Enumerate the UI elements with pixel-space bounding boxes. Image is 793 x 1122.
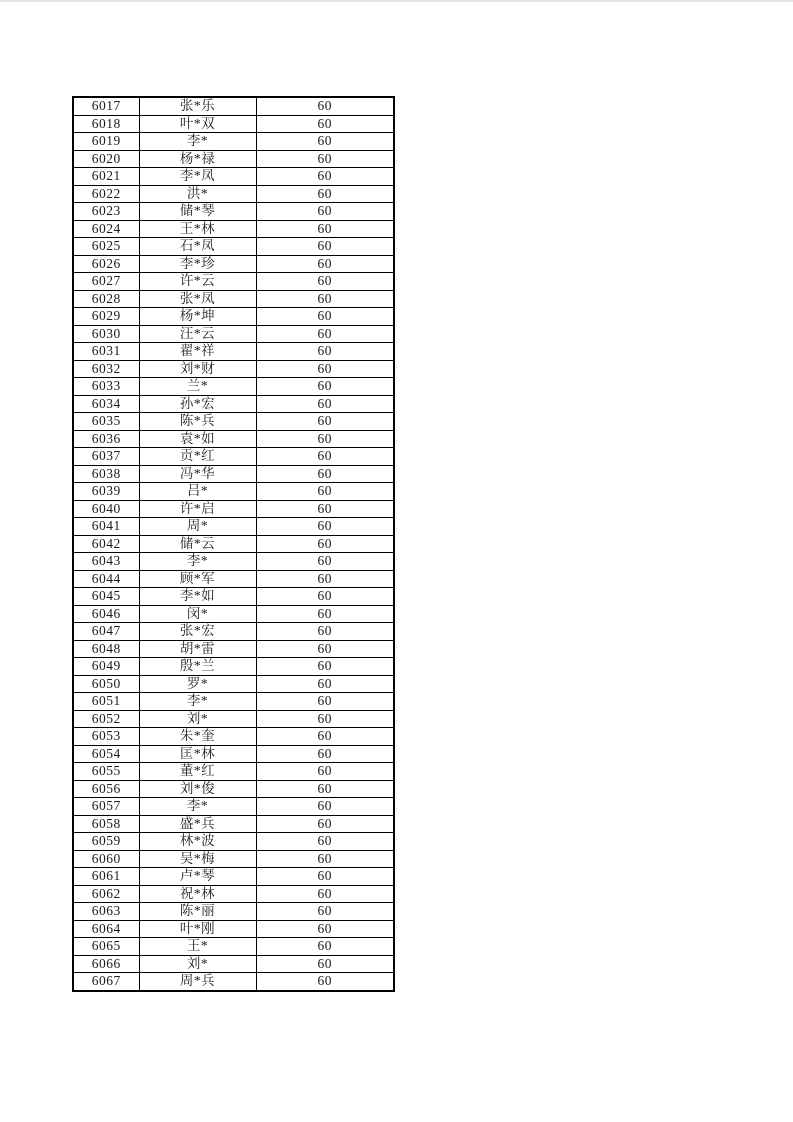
row-name-cell: 闵*: [139, 605, 256, 623]
row-score-cell: 60: [256, 920, 394, 938]
row-score-cell: 60: [256, 763, 394, 781]
row-name-cell: 王*: [139, 938, 256, 956]
row-id-cell: 6055: [73, 763, 139, 781]
table-row: [73, 133, 394, 151]
row-id-cell: 6066: [73, 955, 139, 973]
row-name-cell: 周*兵: [139, 973, 256, 991]
row-id-cell: 6032: [73, 360, 139, 378]
table-row: [73, 745, 394, 763]
table-row: [73, 518, 394, 536]
row-score-cell: 60: [256, 220, 394, 238]
row-id-cell: 6061: [73, 868, 139, 886]
row-id-cell: 6041: [73, 518, 139, 536]
score-table-body: [73, 97, 394, 991]
row-score-cell: 60: [256, 483, 394, 501]
row-score-cell: 60: [256, 798, 394, 816]
table-row: [73, 815, 394, 833]
row-score-cell: 60: [256, 185, 394, 203]
row-score-cell: 60: [256, 115, 394, 133]
row-id-cell: 6054: [73, 745, 139, 763]
row-id-cell: 6049: [73, 658, 139, 676]
row-score-cell: 60: [256, 255, 394, 273]
row-id-cell: 6052: [73, 710, 139, 728]
row-score-cell: 60: [256, 815, 394, 833]
row-id-cell: 6037: [73, 448, 139, 466]
table-row: [73, 868, 394, 886]
row-id-cell: 6064: [73, 920, 139, 938]
row-name-cell: 张*乐: [139, 97, 256, 115]
row-name-cell: 刘*: [139, 710, 256, 728]
table-row: [73, 483, 394, 501]
row-name-cell: 陈*丽: [139, 903, 256, 921]
table-row: [73, 413, 394, 431]
table-row: [73, 238, 394, 256]
table-row: [73, 97, 394, 115]
row-score-cell: 60: [256, 518, 394, 536]
table-row: [73, 710, 394, 728]
table-row: [73, 553, 394, 571]
row-id-cell: 6067: [73, 973, 139, 991]
row-score-cell: 60: [256, 150, 394, 168]
row-score-cell: 60: [256, 395, 394, 413]
table-row: [73, 938, 394, 956]
row-score-cell: 60: [256, 973, 394, 991]
row-id-cell: 6042: [73, 535, 139, 553]
row-id-cell: 6053: [73, 728, 139, 746]
row-score-cell: 60: [256, 938, 394, 956]
row-score-cell: 60: [256, 360, 394, 378]
row-id-cell: 6020: [73, 150, 139, 168]
row-name-cell: 张*凤: [139, 290, 256, 308]
row-score-cell: 60: [256, 605, 394, 623]
row-name-cell: 卢*琴: [139, 868, 256, 886]
row-name-cell: 罗*: [139, 675, 256, 693]
row-name-cell: 石*凤: [139, 238, 256, 256]
row-score-cell: 60: [256, 168, 394, 186]
table-row: [73, 290, 394, 308]
row-name-cell: 李*凤: [139, 168, 256, 186]
row-name-cell: 储*云: [139, 535, 256, 553]
row-name-cell: 许*启: [139, 500, 256, 518]
row-score-cell: 60: [256, 430, 394, 448]
row-id-cell: 6051: [73, 693, 139, 711]
row-score-cell: 60: [256, 868, 394, 886]
row-name-cell: 周*: [139, 518, 256, 536]
row-id-cell: 6065: [73, 938, 139, 956]
row-score-cell: 60: [256, 710, 394, 728]
row-id-cell: 6063: [73, 903, 139, 921]
row-id-cell: 6017: [73, 97, 139, 115]
row-score-cell: 60: [256, 413, 394, 431]
row-id-cell: 6035: [73, 413, 139, 431]
row-id-cell: 6018: [73, 115, 139, 133]
row-name-cell: 杨*坤: [139, 308, 256, 326]
row-id-cell: 6029: [73, 308, 139, 326]
row-name-cell: 李*: [139, 798, 256, 816]
row-score-cell: 60: [256, 623, 394, 641]
table-row: [73, 973, 394, 991]
row-score-cell: 60: [256, 308, 394, 326]
table-row: [73, 885, 394, 903]
page-top-edge: [0, 0, 793, 2]
row-id-cell: 6043: [73, 553, 139, 571]
row-name-cell: 盛*兵: [139, 815, 256, 833]
row-score-cell: 60: [256, 343, 394, 361]
row-score-cell: 60: [256, 500, 394, 518]
row-score-cell: 60: [256, 745, 394, 763]
row-name-cell: 许*云: [139, 273, 256, 291]
row-score-cell: 60: [256, 290, 394, 308]
table-row: [73, 798, 394, 816]
row-id-cell: 6050: [73, 675, 139, 693]
row-name-cell: 董*红: [139, 763, 256, 781]
row-name-cell: 贡*红: [139, 448, 256, 466]
table-row: [73, 273, 394, 291]
table-row: [73, 570, 394, 588]
row-id-cell: 6019: [73, 133, 139, 151]
row-id-cell: 6026: [73, 255, 139, 273]
row-score-cell: 60: [256, 535, 394, 553]
row-name-cell: 叶*刚: [139, 920, 256, 938]
table-row: [73, 150, 394, 168]
row-name-cell: 陈*兵: [139, 413, 256, 431]
row-id-cell: 6045: [73, 588, 139, 606]
table-row: [73, 658, 394, 676]
row-id-cell: 6036: [73, 430, 139, 448]
row-id-cell: 6027: [73, 273, 139, 291]
table-row: [73, 203, 394, 221]
table-row: [73, 325, 394, 343]
row-name-cell: 匡*林: [139, 745, 256, 763]
row-score-cell: 60: [256, 850, 394, 868]
row-name-cell: 孙*宏: [139, 395, 256, 413]
row-id-cell: 6038: [73, 465, 139, 483]
row-id-cell: 6062: [73, 885, 139, 903]
row-id-cell: 6044: [73, 570, 139, 588]
row-id-cell: 6030: [73, 325, 139, 343]
row-name-cell: 李*珍: [139, 255, 256, 273]
row-score-cell: 60: [256, 640, 394, 658]
row-name-cell: 叶*双: [139, 115, 256, 133]
row-score-cell: 60: [256, 238, 394, 256]
row-score-cell: 60: [256, 325, 394, 343]
table-row: [73, 920, 394, 938]
row-name-cell: 袁*如: [139, 430, 256, 448]
table-row: [73, 675, 394, 693]
row-id-cell: 6056: [73, 780, 139, 798]
table-row: [73, 220, 394, 238]
row-name-cell: 冯*华: [139, 465, 256, 483]
row-id-cell: 6021: [73, 168, 139, 186]
row-name-cell: 林*波: [139, 833, 256, 851]
table-row: [73, 833, 394, 851]
row-score-cell: 60: [256, 273, 394, 291]
row-name-cell: 李*如: [139, 588, 256, 606]
row-name-cell: 刘*: [139, 955, 256, 973]
row-name-cell: 李*: [139, 693, 256, 711]
table-row: [73, 693, 394, 711]
row-id-cell: 6040: [73, 500, 139, 518]
table-row: [73, 395, 394, 413]
row-score-cell: 60: [256, 448, 394, 466]
table-row: [73, 763, 394, 781]
row-score-cell: 60: [256, 693, 394, 711]
table-row: [73, 448, 394, 466]
row-score-cell: 60: [256, 780, 394, 798]
row-name-cell: 汪*云: [139, 325, 256, 343]
row-score-cell: 60: [256, 658, 394, 676]
row-id-cell: 6031: [73, 343, 139, 361]
row-name-cell: 王*林: [139, 220, 256, 238]
table-row: [73, 728, 394, 746]
table-row: [73, 640, 394, 658]
table-row: [73, 535, 394, 553]
row-score-cell: 60: [256, 378, 394, 396]
table-row: [73, 308, 394, 326]
row-name-cell: 杨*禄: [139, 150, 256, 168]
score-table: [72, 96, 395, 992]
row-score-cell: 60: [256, 833, 394, 851]
row-name-cell: 李*: [139, 553, 256, 571]
row-score-cell: 60: [256, 97, 394, 115]
row-score-cell: 60: [256, 903, 394, 921]
row-name-cell: 吴*梅: [139, 850, 256, 868]
row-id-cell: 6060: [73, 850, 139, 868]
row-score-cell: 60: [256, 588, 394, 606]
row-score-cell: 60: [256, 955, 394, 973]
row-name-cell: 朱*奎: [139, 728, 256, 746]
table-row: [73, 343, 394, 361]
row-id-cell: 6046: [73, 605, 139, 623]
table-row: [73, 780, 394, 798]
table-row: [73, 185, 394, 203]
row-name-cell: 张*宏: [139, 623, 256, 641]
row-name-cell: 吕*: [139, 483, 256, 501]
row-score-cell: 60: [256, 570, 394, 588]
row-name-cell: 殷*兰: [139, 658, 256, 676]
table-row: [73, 360, 394, 378]
row-name-cell: 洪*: [139, 185, 256, 203]
row-score-cell: 60: [256, 203, 394, 221]
row-id-cell: 6022: [73, 185, 139, 203]
row-id-cell: 6047: [73, 623, 139, 641]
table-row: [73, 955, 394, 973]
row-id-cell: 6023: [73, 203, 139, 221]
row-name-cell: 储*琴: [139, 203, 256, 221]
row-id-cell: 6057: [73, 798, 139, 816]
table-row: [73, 605, 394, 623]
row-score-cell: 60: [256, 553, 394, 571]
table-row: [73, 378, 394, 396]
row-name-cell: 胡*雷: [139, 640, 256, 658]
row-name-cell: 顾*军: [139, 570, 256, 588]
row-name-cell: 刘*财: [139, 360, 256, 378]
row-name-cell: 刘*俊: [139, 780, 256, 798]
row-id-cell: 6024: [73, 220, 139, 238]
row-name-cell: 翟*祥: [139, 343, 256, 361]
table-row: [73, 500, 394, 518]
table-row: [73, 903, 394, 921]
table-row: [73, 465, 394, 483]
row-score-cell: 60: [256, 675, 394, 693]
row-id-cell: 6028: [73, 290, 139, 308]
row-id-cell: 6025: [73, 238, 139, 256]
row-id-cell: 6059: [73, 833, 139, 851]
table-row: [73, 850, 394, 868]
table-row: [73, 255, 394, 273]
row-name-cell: 兰*: [139, 378, 256, 396]
row-score-cell: 60: [256, 133, 394, 151]
row-id-cell: 6058: [73, 815, 139, 833]
table-row: [73, 588, 394, 606]
row-score-cell: 60: [256, 728, 394, 746]
row-id-cell: 6033: [73, 378, 139, 396]
row-name-cell: 祝*林: [139, 885, 256, 903]
row-name-cell: 李*: [139, 133, 256, 151]
table-row: [73, 430, 394, 448]
row-id-cell: 6039: [73, 483, 139, 501]
row-score-cell: 60: [256, 885, 394, 903]
row-id-cell: 6048: [73, 640, 139, 658]
table-row: [73, 623, 394, 641]
row-score-cell: 60: [256, 465, 394, 483]
table-row: [73, 115, 394, 133]
table-row: [73, 168, 394, 186]
row-id-cell: 6034: [73, 395, 139, 413]
